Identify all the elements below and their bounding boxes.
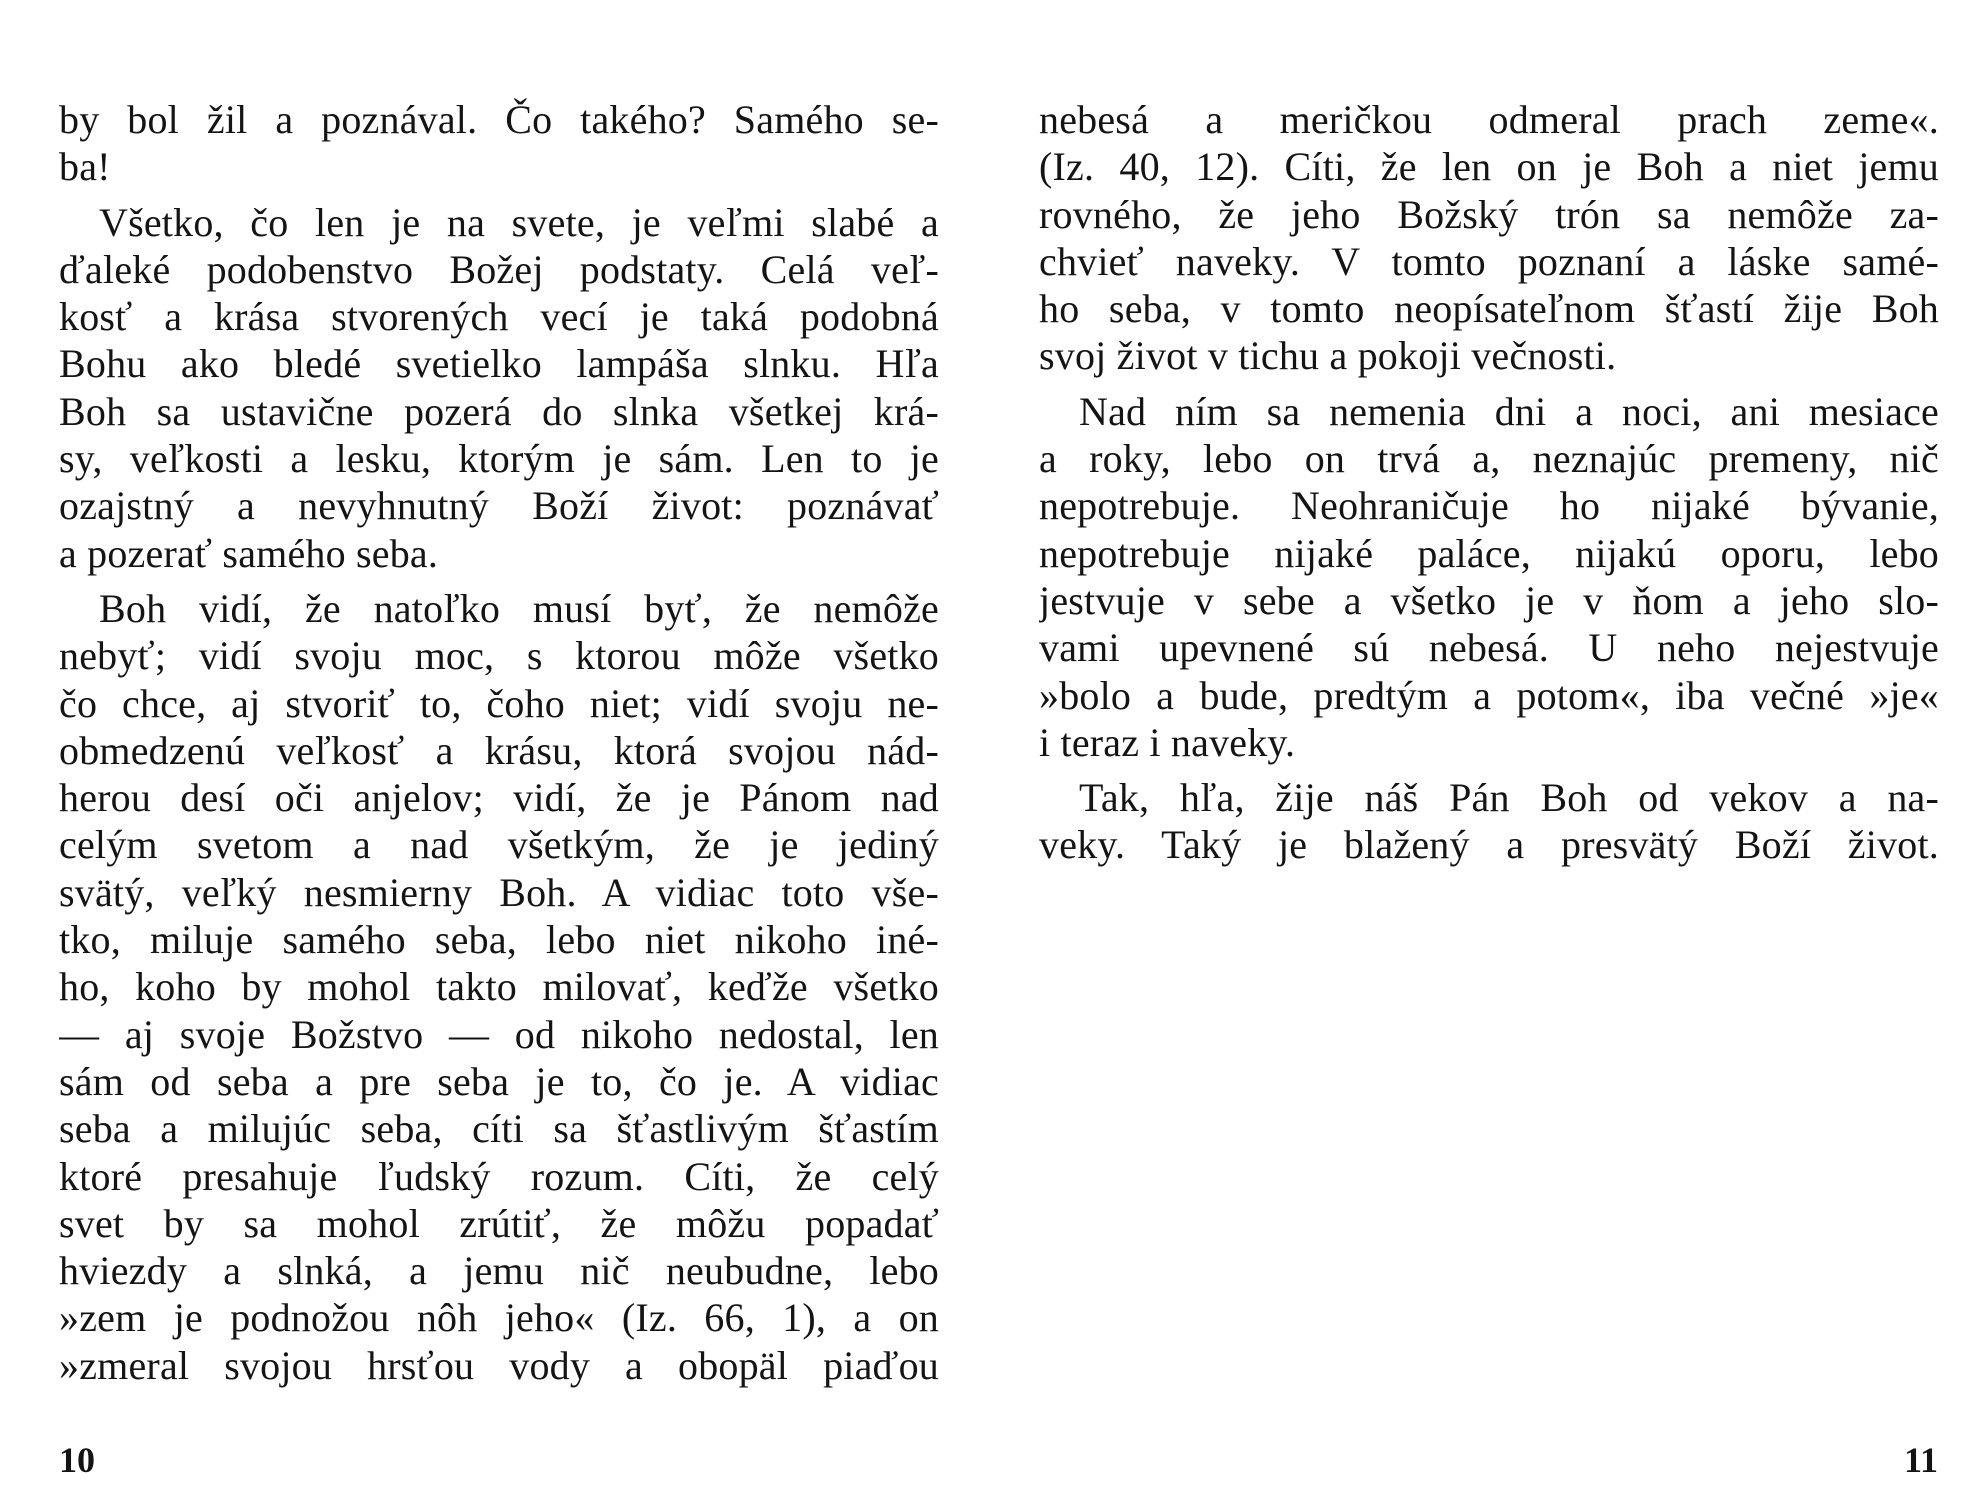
paragraph-gap (1039, 766, 1939, 774)
text-line: ho seba, v tomto neopísateľnom šťastí žije Boh (1039, 286, 1939, 332)
left-page-text-column (59, 96, 939, 1389)
paragraph-gap (1039, 380, 1939, 388)
text-line: a roky, lebo on trvá a, neznajúc premeny, nič (1039, 436, 1939, 482)
text-line: tko, miluje samého seba, lebo niet nikoho iné- (59, 917, 939, 963)
text-line: obmedzenú veľkosť a krásu, ktorá svojou nád- (59, 727, 939, 773)
text-line: jestvuje v sebe a všetko je v ňom a jeho slo- (1039, 577, 1939, 623)
text-line: ozajstný a nevyhnutný Boží život: poznávať (59, 483, 939, 529)
text-line: ďaleké podobenstvo Božej podstaty. Celá veľ- (59, 246, 939, 292)
text-line: nepotrebuje. Neohraničuje ho nijaké bývanie, (1039, 483, 1939, 529)
text-line: Tak, hľa, žije náš Pán Boh od vekov a na- (1079, 775, 1939, 821)
text-line: hviezdy a slnká, a jemu nič neubudne, lebo (59, 1248, 939, 1294)
text-line: celým svetom a nad všetkým, že je jediný (59, 822, 939, 868)
text-line: svoj život v tichu a pokoji večnosti. (1039, 333, 1617, 379)
left-page-number: 10 (59, 1440, 95, 1480)
text-line: čo chce, aj stvoriť to, čoho niet; vidí svoju ne- (59, 680, 939, 726)
text-line: — aj svoje Božstvo — od nikoho nedostal, len (59, 1011, 939, 1057)
text-line: rovného, že jeho Božský trón sa nemôže za- (1039, 191, 1939, 237)
text-line: i teraz i naveky. (1039, 719, 1296, 765)
text-line: nebesá a meričkou odmeral prach zeme«. (1039, 97, 1939, 142)
text-line: svätý, veľký nesmierny Boh. A vidiac toto vše- (59, 869, 939, 915)
text-line: sy, veľkosti a lesku, ktorým je sám. Len to je (59, 436, 939, 482)
text-line: ktoré presahuje ľudský rozum. Cíti, že celý (59, 1153, 939, 1199)
text-line: a pozerať samého seba. (59, 530, 439, 576)
right-page-text-column (1039, 96, 1939, 869)
text-line: ho, koho by mohol takto milovať, keďže všetko (59, 964, 939, 1010)
paragraph-gap (59, 191, 939, 199)
text-line: Boh sa ustavične pozerá do slnka všetkej krá- (59, 388, 939, 434)
text-line: kosť a krása stvorených vecí je taká podobná (59, 294, 939, 340)
text-line: Nad ním sa nemenia dni a noci, ani mesiace (1079, 388, 1939, 434)
text-line: nepotrebuje nijaké paláce, nijakú oporu, lebo (1039, 530, 1939, 576)
text-line: svet by sa mohol zrútiť, že môžu popadať (59, 1200, 939, 1246)
right-page (989, 0, 1978, 1500)
text-line: »zem je podnožou nôh jeho« (Iz. 66, 1), a on (59, 1295, 939, 1341)
text-line: Boh vidí, že natoľko musí byť, že nemôže (99, 585, 939, 631)
text-line: chvieť naveky. V tomto poznaní a láske samé- (1039, 238, 1939, 284)
right-page-number: 11 (1903, 1440, 1938, 1480)
text-line: herou desí oči anjelov; vidí, že je Pánom nad (59, 775, 939, 821)
text-line: by bol žil a poznával. Čo takého? Samého se- (59, 97, 939, 142)
text-line: ba! (59, 144, 111, 190)
text-line: sám od seba a pre seba je to, čo je. A vidiac (59, 1058, 939, 1104)
paragraph-gap (59, 577, 939, 585)
text-line: vami upevnené sú nebesá. U neho nejestvuje (1039, 625, 1939, 671)
text-line: Všetko, čo len je na svete, je veľmi slabé a (99, 199, 939, 245)
text-line: seba a milujúc seba, cíti sa šťastlivým šťastím (59, 1106, 939, 1152)
text-line: nebyť; vidí svoju moc, s ktorou môže všetko (59, 633, 939, 679)
text-line: veky. Taký je blažený a presvätý Boží život. (1039, 822, 1939, 868)
text-line: Bohu ako bledé svetielko lampáša slnku. Hľa (59, 341, 939, 387)
text-line: »bolo a bude, predtým a potom«, iba večné »je« (1039, 672, 1939, 718)
text-line: »zmeral svojou hrsťou vody a obopäl piaďou (59, 1342, 939, 1388)
text-line: (Iz. 40, 12). Cíti, že len on je Boh a niet jemu (1039, 144, 1939, 190)
